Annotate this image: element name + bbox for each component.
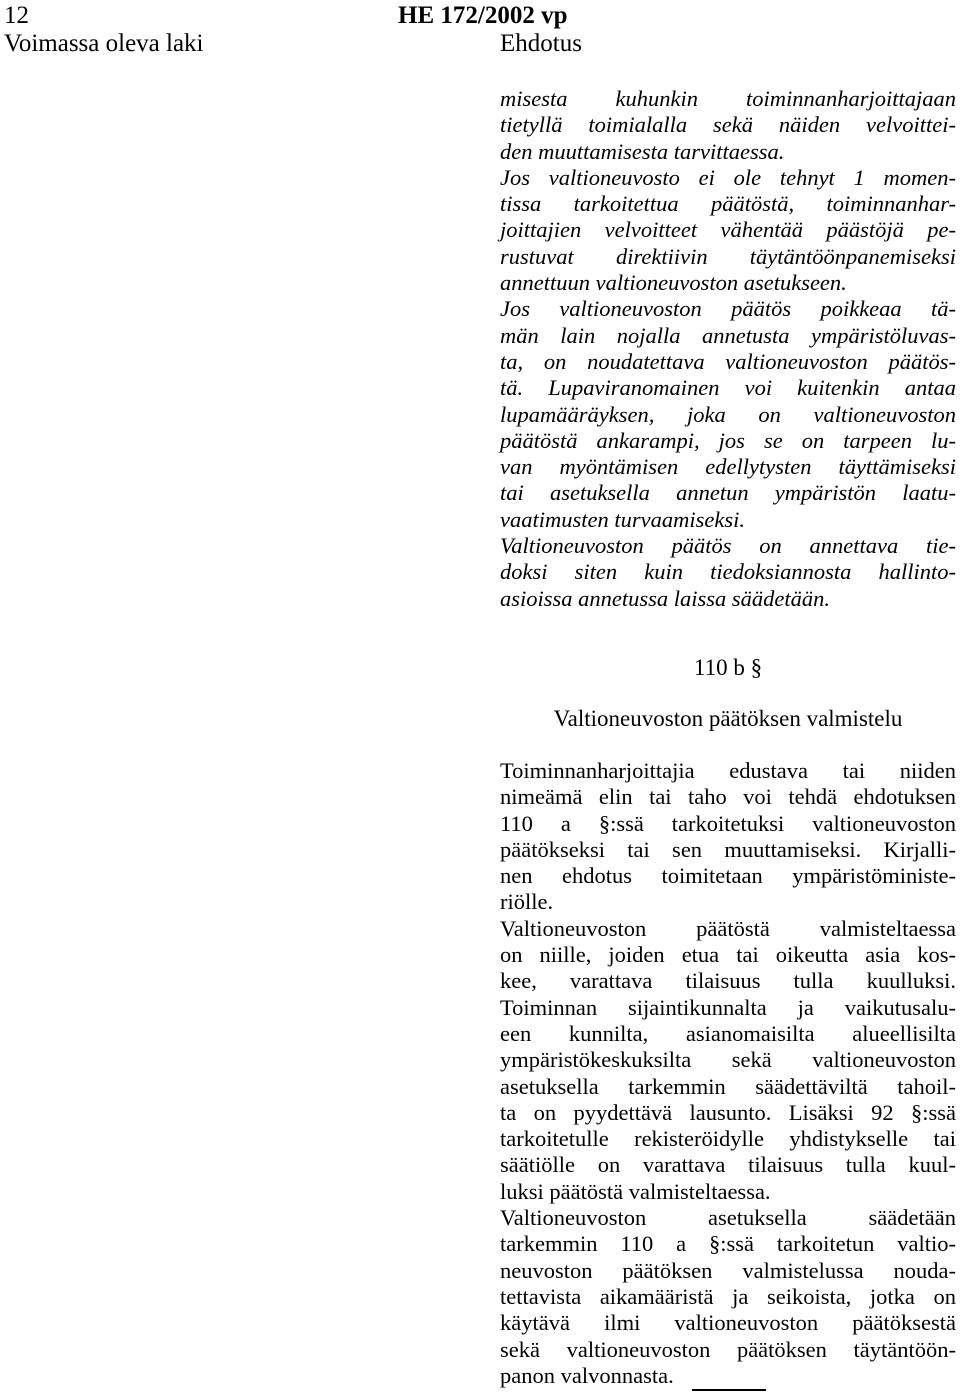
- text-line: luksi päätöstä valmisteltaessa.: [500, 1178, 771, 1204]
- section-heading: Valtioneuvoston päätöksen valmistelu: [553, 706, 903, 731]
- text-line: Toiminnanharjoittajia edustava tai niiden: [500, 758, 956, 783]
- page-number: 12: [4, 2, 29, 29]
- end-rule: [692, 1389, 766, 1391]
- text-line: nimeämä elin tai taho voi tehdä ehdotuksen: [500, 784, 956, 810]
- text-line: asetuksella tarkemmin säädettäviltä tahoil-: [500, 1073, 956, 1099]
- text-line: män lain nojalla annetusta ympäristöluvas-: [500, 322, 956, 348]
- text-line: Valtioneuvoston asetuksella säädetään: [500, 1205, 956, 1231]
- text-line: Valtioneuvoston päätös on annettava tie-: [500, 533, 956, 559]
- text-line: tarkemmin 110 a §:ssä tarkoitetun valtio-: [500, 1231, 956, 1257]
- text-line: annettuun valtioneuvoston asetukseen.: [500, 270, 847, 296]
- text-line: vaatimusten turvaamiseksi.: [500, 506, 745, 532]
- text-line: misesta kuhunkin toiminnanharjoittajaan: [500, 86, 956, 111]
- text-line: sekä valtioneuvoston päätöksen täytäntöön-: [500, 1336, 956, 1362]
- section-number: 110 b §: [693, 655, 763, 680]
- text-line: päätökseksi tai sen muuttamiseksi. Kirjalli-: [500, 836, 956, 862]
- text-line: käytävä ilmi valtioneuvoston päätöksestä: [500, 1310, 956, 1336]
- text-line: tä. Lupaviranomainen voi kuitenkin antaa: [500, 375, 956, 401]
- text-line: joittajien velvoitteet vähentää päästöjä pe-: [500, 217, 956, 243]
- document-id: HE 172/2002 vp: [398, 2, 568, 29]
- text-line: tettavista aikamääristä ja seikoista, jotka on: [500, 1283, 956, 1309]
- text-line: tietyllä toimialalla sekä näiden velvoittei-: [500, 112, 956, 138]
- text-line: panon valvonnasta.: [500, 1362, 674, 1388]
- text-line: doksi siten kuin tiedoksiannosta hallinto-: [500, 559, 956, 585]
- text-line: 110 a §:ssä tarkoitetuksi valtioneuvoston: [500, 810, 956, 836]
- italic-text-block: [500, 86, 956, 612]
- text-line: van myöntämisen edellytysten täyttämiseksi: [500, 454, 956, 480]
- text-line: riölle.: [500, 889, 554, 915]
- text-line: lupamääräyksen, joka on valtioneuvoston: [500, 401, 956, 427]
- section-text-block: [500, 758, 956, 1389]
- text-line: nen ehdotus toimitetaan ympäristöministe-: [500, 863, 956, 889]
- text-line: on niille, joiden etua tai oikeutta asia kos-: [500, 942, 956, 968]
- text-line: een kunnilta, asianomaisilta alueellisilta: [500, 1020, 956, 1046]
- text-line: rustuvat direktiivin täytäntöönpanemiseksi: [500, 243, 956, 269]
- text-line: tarkoitetulle rekisteröidylle yhdistykselle tai: [500, 1126, 956, 1152]
- text-line: den muuttamisesta tarvittaessa.: [500, 138, 785, 164]
- text-line: Valtioneuvoston päätöstä valmisteltaessa: [500, 915, 956, 941]
- text-line: ympäristökeskuksilta sekä valtioneuvoston: [500, 1047, 956, 1073]
- left-column-title: Voimassa oleva laki: [4, 30, 204, 57]
- text-line: Toiminnan sijaintikunnalta ja vaikutusalu-: [500, 994, 956, 1020]
- text-line: ta on pyydettävä lausunto. Lisäksi 92 §:ssä: [500, 1099, 956, 1125]
- text-line: tissa tarkoitettua päätöstä, toiminnanhar-: [500, 191, 956, 217]
- text-line: asioissa annetussa laissa säädetään.: [500, 585, 831, 611]
- text-line: säätiölle on varattava tilaisuus tulla kuul-: [500, 1152, 956, 1178]
- text-line: kee, varattava tilaisuus tulla kuulluksi.: [500, 968, 956, 994]
- right-column-title: Ehdotus: [500, 30, 582, 57]
- text-line: Jos valtioneuvoston päätös poikkeaa tä-: [500, 296, 956, 322]
- text-line: neuvoston päätöksen valmistelussa nouda-: [500, 1257, 956, 1283]
- text-line: päätöstä ankarampi, jos se on tarpeen lu-: [500, 427, 956, 453]
- text-line: ta, on noudatettava valtioneuvoston päätös-: [500, 348, 956, 374]
- text-line: Jos valtioneuvosto ei ole tehnyt 1 momen-: [500, 164, 956, 190]
- text-line: tai asetuksella annetun ympäristön laatu-: [500, 480, 956, 506]
